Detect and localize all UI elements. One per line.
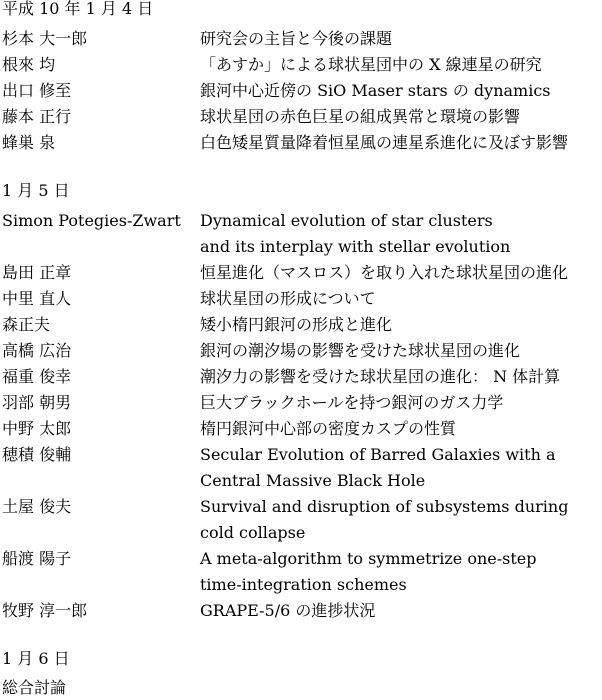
speaker-name: 高橋 広治 [2, 341, 72, 360]
schedule-entry [2, 416, 600, 442]
schedule-entry [2, 364, 600, 390]
talk-title [200, 494, 600, 546]
talk-title-line: GRAPE-5/6 の進捗状況 [200, 601, 376, 620]
speaker-name: Simon Potegies-Zwart [2, 211, 181, 230]
schedule-entry [2, 286, 600, 312]
speaker-name: 杉本 大一郎 [2, 29, 88, 48]
schedule-entry [2, 494, 600, 546]
schedule-entry [2, 26, 600, 52]
talk-title-line: 球状星団の赤色巨星の組成異常と環境の影響 [200, 107, 521, 126]
talk-title [200, 442, 600, 494]
speaker-name: 羽部 朝男 [2, 393, 72, 412]
talk-title-line: 銀河中心近傍の SiO Maser stars の dynamics [200, 81, 551, 100]
talk-title [200, 26, 600, 52]
talk-title [200, 78, 600, 104]
talk-title-line: 恒星進化（マスロス）を取り入れた球状星団の進化 [200, 263, 569, 282]
talk-title-line: Secular Evolution of Barred Galaxies with a [200, 445, 556, 464]
talk-title-line: 銀河の潮汐場の影響を受けた球状星団の進化 [200, 341, 521, 360]
talk-title [200, 312, 600, 338]
day-2-schedule [2, 208, 600, 624]
talk-title [200, 260, 600, 286]
schedule-entry [2, 546, 600, 598]
talk-title-line: 楕円銀河中心部の密度カスプの性質 [200, 419, 457, 438]
speaker-name: 土屋 俊夫 [2, 497, 72, 516]
talk-title-line: 研究会の主旨と今後の課題 [200, 29, 393, 48]
schedule-entry [2, 442, 600, 494]
speaker-name: 藤本 正行 [2, 107, 72, 126]
talk-title-line: cold collapse [200, 523, 306, 542]
talk-title [200, 104, 600, 130]
day-1-schedule [2, 26, 600, 156]
talk-title-line: Central Massive Black Hole [200, 471, 426, 490]
talk-title-line: 「あすか」による球状星団中の X 線連星の研究 [200, 55, 542, 74]
talk-title-line: Dynamical evolution of star clusters [200, 211, 493, 230]
talk-title-line: Survival and disruption of subsystems during [200, 497, 569, 516]
speaker-name: 牧野 淳一郎 [2, 601, 88, 620]
talk-title-line: 巨大ブラックホールを持つ銀河のガス力学 [200, 393, 504, 412]
talk-title [200, 416, 600, 442]
day-heading: 1 月 6 日 [2, 649, 70, 668]
section-gap [2, 156, 600, 182]
schedule-entry [2, 104, 600, 130]
schedule-entry [2, 312, 600, 338]
speaker-name: 福重 俊幸 [2, 367, 72, 386]
talk-title-line: 球状星団の形成について [200, 289, 376, 308]
schedule-entry [2, 598, 600, 624]
talk-title [200, 52, 600, 78]
section-gap [2, 624, 600, 650]
program-document [2, 0, 600, 700]
schedule-entry [2, 260, 600, 286]
day-heading: 平成 10 年 1 月 4 日 [2, 0, 154, 18]
speaker-name: 船渡 陽子 [2, 549, 72, 568]
talk-title-line: and its interplay with stellar evolution [200, 237, 511, 256]
schedule-entry [2, 78, 600, 104]
day-heading: 1 月 5 日 [2, 181, 70, 200]
schedule-entry [2, 338, 600, 364]
schedule-entry [2, 130, 600, 156]
talk-title [200, 286, 600, 312]
speaker-name: 蜂巣 泉 [2, 133, 56, 152]
schedule-entry [2, 208, 600, 260]
talk-title [200, 598, 600, 624]
talk-title [200, 390, 600, 416]
talk-title-line: 矮小楕円銀河の形成と進化 [200, 315, 393, 334]
talk-title-line: time-integration schemes [200, 575, 407, 594]
speaker-name: 中野 太郎 [2, 419, 72, 438]
talk-title [200, 208, 600, 260]
schedule-entry [2, 390, 600, 416]
talk-title [200, 338, 600, 364]
talk-title [200, 364, 600, 390]
talk-title [200, 130, 600, 156]
talk-title-line: 白色矮星質量降着恒星風の連星系進化に及ぼす影響 [200, 133, 569, 152]
speaker-name: 森正夫 [2, 315, 51, 334]
speaker-name: 穂積 俊輔 [2, 445, 72, 464]
general-discussion: 総合討論 [2, 678, 67, 697]
schedule-entry [2, 52, 600, 78]
speaker-name: 出口 修至 [2, 81, 72, 100]
talk-title-line: A meta-algorithm to symmetrize one-step [200, 549, 537, 568]
speaker-name: 島田 正章 [2, 263, 72, 282]
speaker-name: 根來 均 [2, 55, 56, 74]
talk-title-line: 潮汐力の影響を受けた球状星団の進化： N 体計算 [200, 367, 561, 386]
speaker-name: 中里 直人 [2, 289, 72, 308]
talk-title [200, 546, 600, 598]
